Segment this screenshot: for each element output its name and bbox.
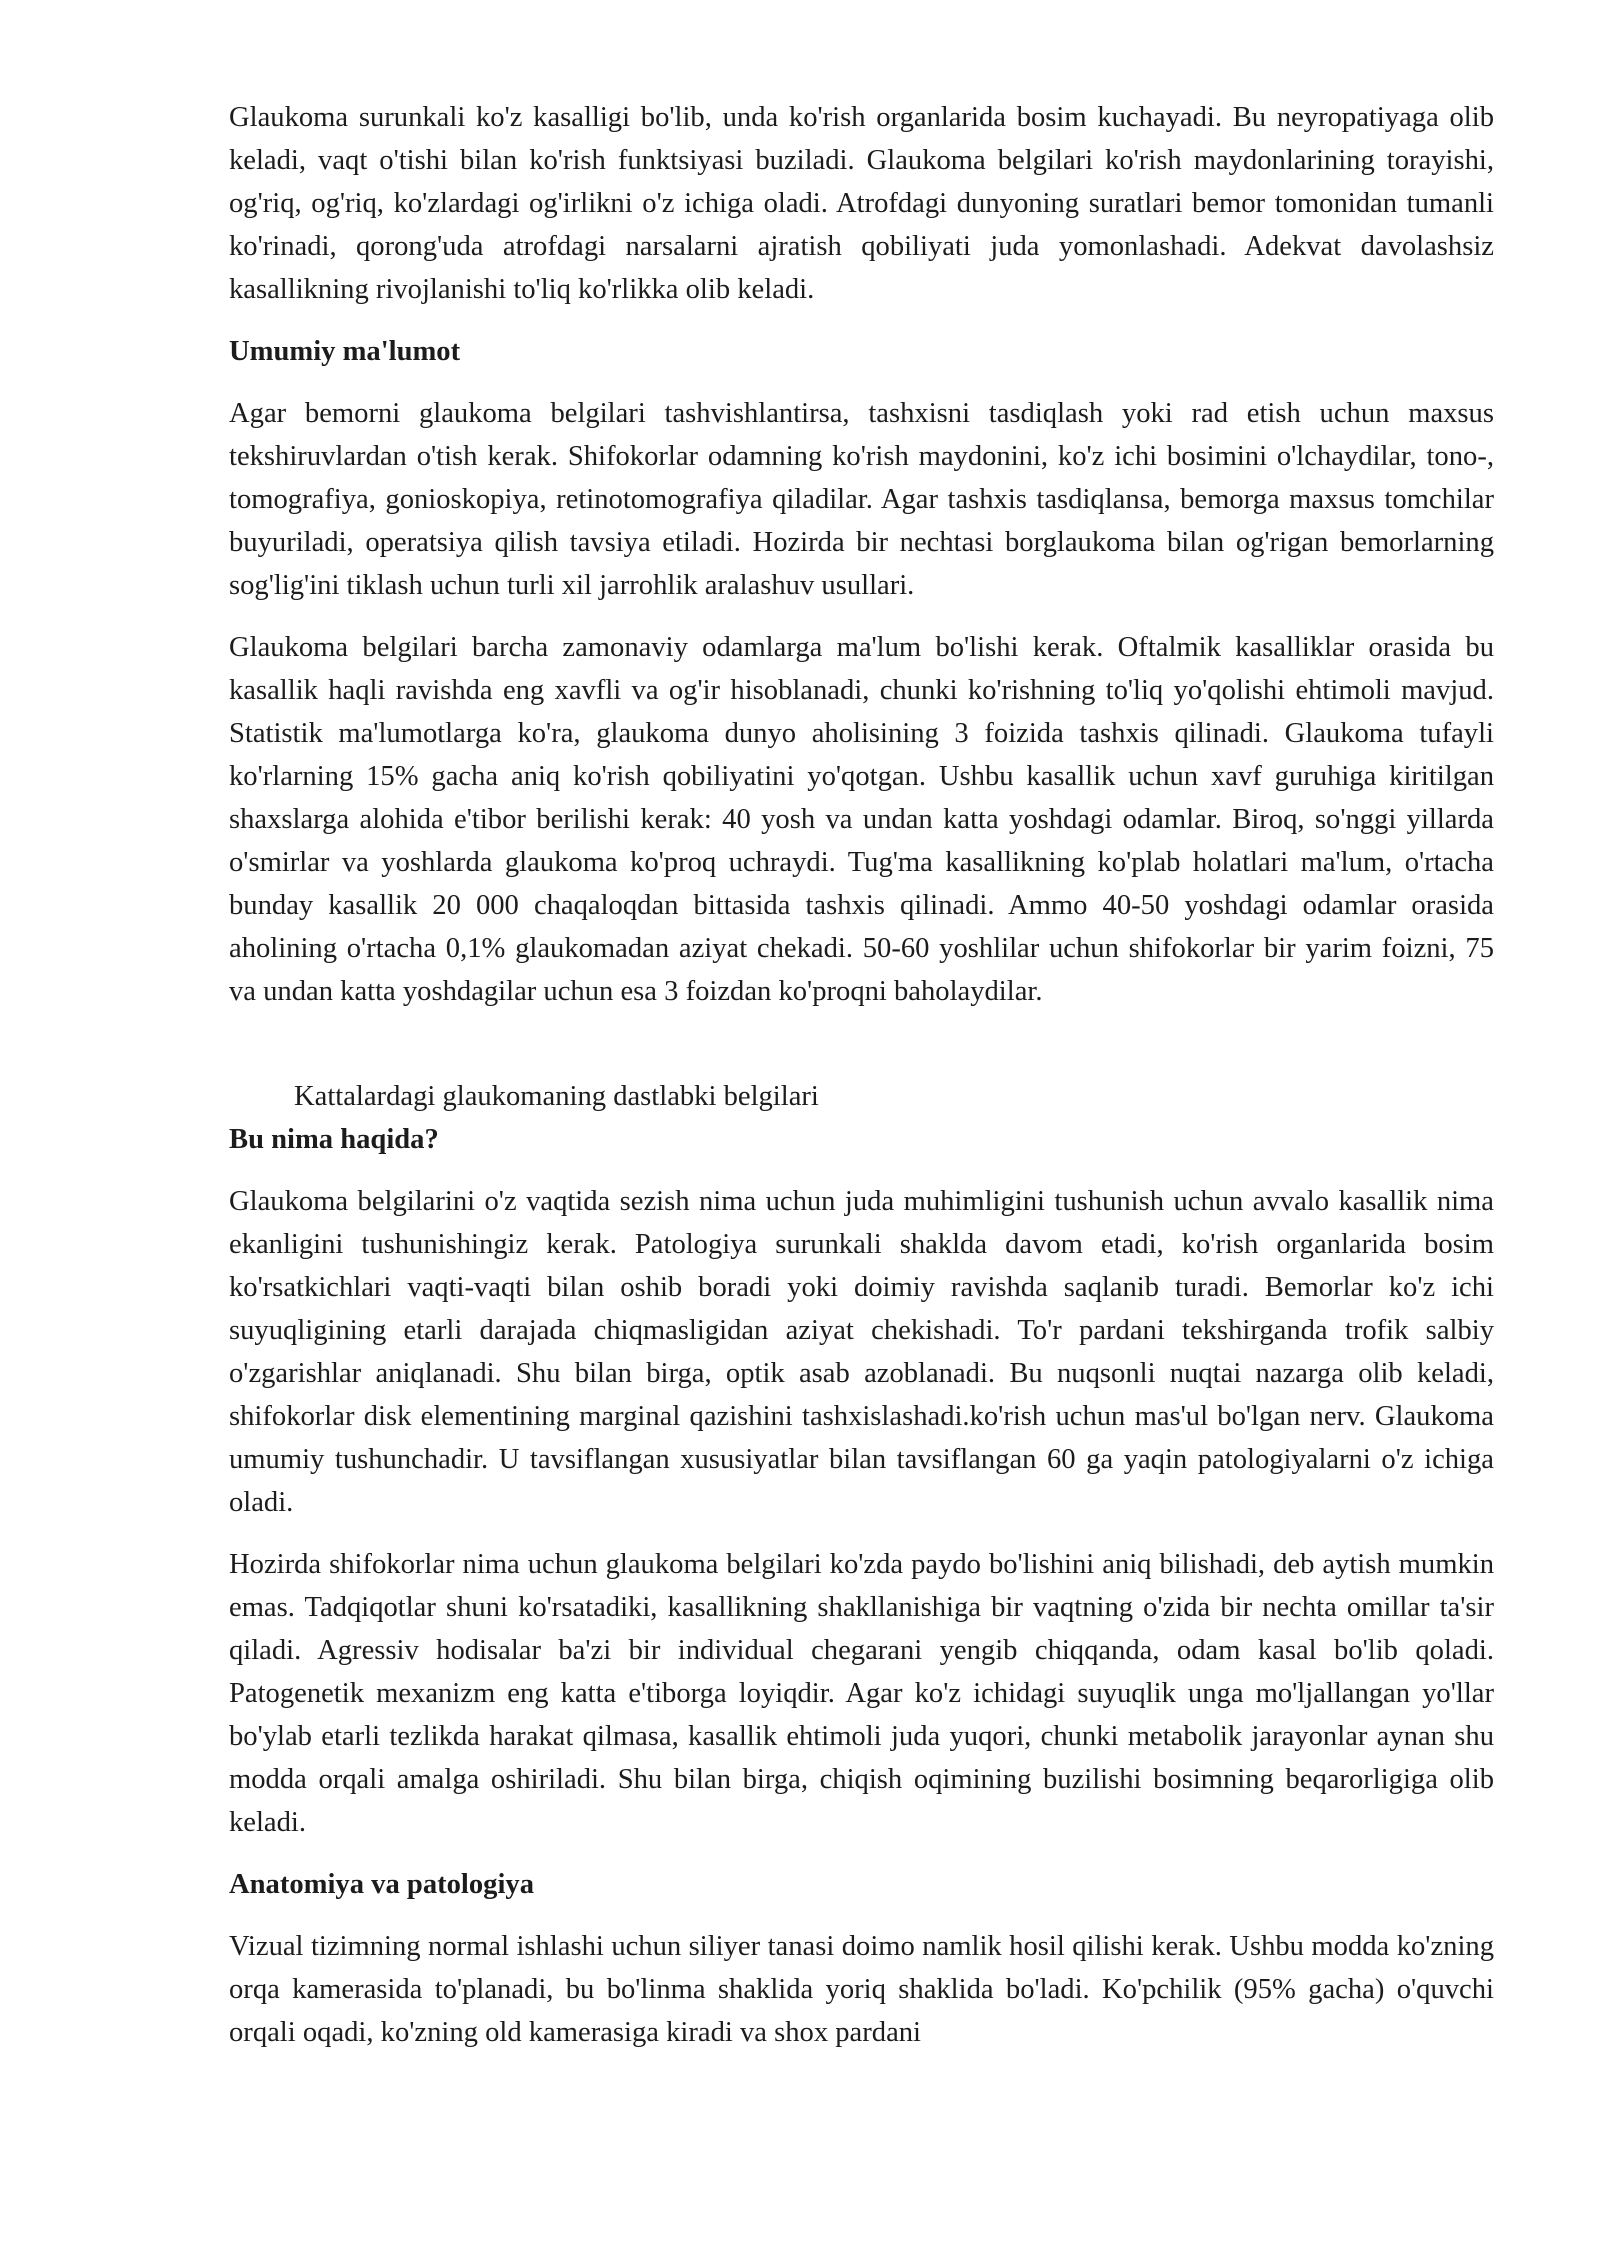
about-paragraph-1: Glaukoma belgilarini o'z vaqtida sezish nima uchun juda muhimligini tushunish uchun avvalo kasallik nima ekanligini tushunishingiz kerak. Patologiya surunkali shaklda davom etadi, ko'rish organlarida bosim ko'rsatkichlari vaqti-vaqti bilan oshib boradi yoki doimiy ravishda saqlanib turadi. Bemorlar ko'z ichi suyuqligining etarli darajada chiqmasligidan aziyat chekishadi. To'r pardani tekshirganda trofik salbiy o'zgarishlar aniqlanadi. Shu bilan birga, optik asab azoblanadi. Bu nuqsonli nuqtai nazarga olib keladi, shifokorlar disk elementining marginal qazishini tashxislashadi.ko'rish uchun mas'ul bo'lgan nerv. Glaukoma umumiy tushunchadir. U tavsiflangan xususiyatlar bilan tavsiflangan 60 ga yaqin patologiyalarni o'z ichiga oladi. xyxy=(229,1186,1494,1518)
subheading-early-signs: Kattalardagi glaukomaning dastlabki belgilari xyxy=(294,1081,819,1112)
anatomy-paragraph-1: Vizual tizimning normal ishlashi uchun siliyer tanasi doimo namlik hosil qilishi kerak. Ushbu modda ko'zning orqa kamerasida to'planadi, bu bo'linma shaklida yoriq shaklida bo'ladi. Ko'pchilik (95% gacha) o'quvchi orqali oqadi, ko'zning old kamerasiga kiradi va shox pardani xyxy=(229,1931,1494,2048)
intro-paragraph: Glaukoma surunkali ko'z kasalligi bo'lib, unda ko'rish organlarida bosim kuchayadi. Bu neyropatiyaga olib keladi, vaqt o'tishi bilan ko'rish funktsiyasi buziladi. Glaukoma belgilari ko'rish maydonlarining torayishi, og'riq, og'riq, ko'zlardagi og'irlikni o'z ichiga oladi. Atrofdagi dunyoning suratlari bemor tomonidan tumanli ko'rinadi, qorong'uda atrofdagi narsalarni ajratish qobiliyati juda yomonlashadi. Adekvat davolashsiz kasallikning rivojlanishi to'liq ko'rlikka olib keladi. xyxy=(229,102,1494,305)
heading-general-info: Umumiy ma'lumot xyxy=(229,336,461,367)
heading-what-is-it: Bu nima haqida? xyxy=(229,1124,439,1155)
general-paragraph-1: Agar bemorni glaukoma belgilari tashvishlantirsa, tashxisni tasdiqlash yoki rad etish uchun maxsus tekshiruvlardan o'tish kerak. Shifokorlar odamning ko'rish maydonini, ko'z ichi bosimini o'lchaydilar, tono-, tomografiya, gonioskopiya, retinotomografiya qiladilar. Agar tashxis tasdiqlansa, bemorga maxsus tomchilar buyuriladi, operatsiya qilish tavsiya etiladi. Hozirda bir nechtasi borglaukoma bilan og'rigan bemorlarning sog'lig'ini tiklash uchun turli xil jarrohlik aralashuv usullari. xyxy=(229,398,1494,601)
heading-anatomy: Anatomiya va patologiya xyxy=(229,1869,535,1900)
about-paragraph-2: Hozirda shifokorlar nima uchun glaukoma belgilari ko'zda paydo bo'lishini aniq bilishadi, deb aytish mumkin emas. Tadqiqotlar shuni ko'rsatadiki, kasallikning shakllanishiga bir vaqtning o'zida bir nechta omillar ta'sir qiladi. Agressiv hodisalar ba'zi bir individual chegarani yengib chiqqanda, odam kasal bo'lib qoladi. Patogenetik mexanizm eng katta e'tiborga loyiqdir. Agar ko'z ichidagi suyuqlik unga mo'ljallangan yo'llar bo'ylab etarli tezlikda harakat qilmasa, kasallik ehtimoli juda yuqori, chunki metabolik jarayonlar aynan shu modda orqali amalga oshiriladi. Shu bilan birga, chiqish oqimining buzilishi bosimning beqarorligiga olib keladi. xyxy=(229,1549,1494,1838)
general-paragraph-2: Glaukoma belgilari barcha zamonaviy odamlarga ma'lum bo'lishi kerak. Oftalmik kasalliklar orasida bu kasallik haqli ravishda eng xavfli va og'ir hisoblanadi, chunki ko'rishning to'liq yo'qolishi ehtimoli mavjud. Statistik ma'lumotlarga ko'ra, glaukoma dunyo aholisining 3 foizida tashxis qilinadi. Glaukoma tufayli ko'rlarning 15% gacha aniq ko'rish qobiliyatini yo'qotgan. Ushbu kasallik uchun xavf guruhiga kiritilgan shaxslarga alohida e'tibor berilishi kerak: 40 yosh va undan katta yoshdagi odamlar. Biroq, so'nggi yillarda o'smirlar va yoshlarda glaukoma ko'proq uchraydi. Tug'ma kasallikning ko'plab holatlari ma'lum, o'rtacha bunday kasallik 20 000 chaqaloqdan bittasida tashxis qilinadi. Ammo 40-50 yoshdagi odamlar orasida aholining o'rtacha 0,1% glaukomadan aziyat chekadi. 50-60 yoshlilar uchun shifokorlar bir yarim foizni, 75 va undan katta yoshdagilar uchun esa 3 foizdan ko'proqni baholaydilar. xyxy=(229,632,1494,1007)
